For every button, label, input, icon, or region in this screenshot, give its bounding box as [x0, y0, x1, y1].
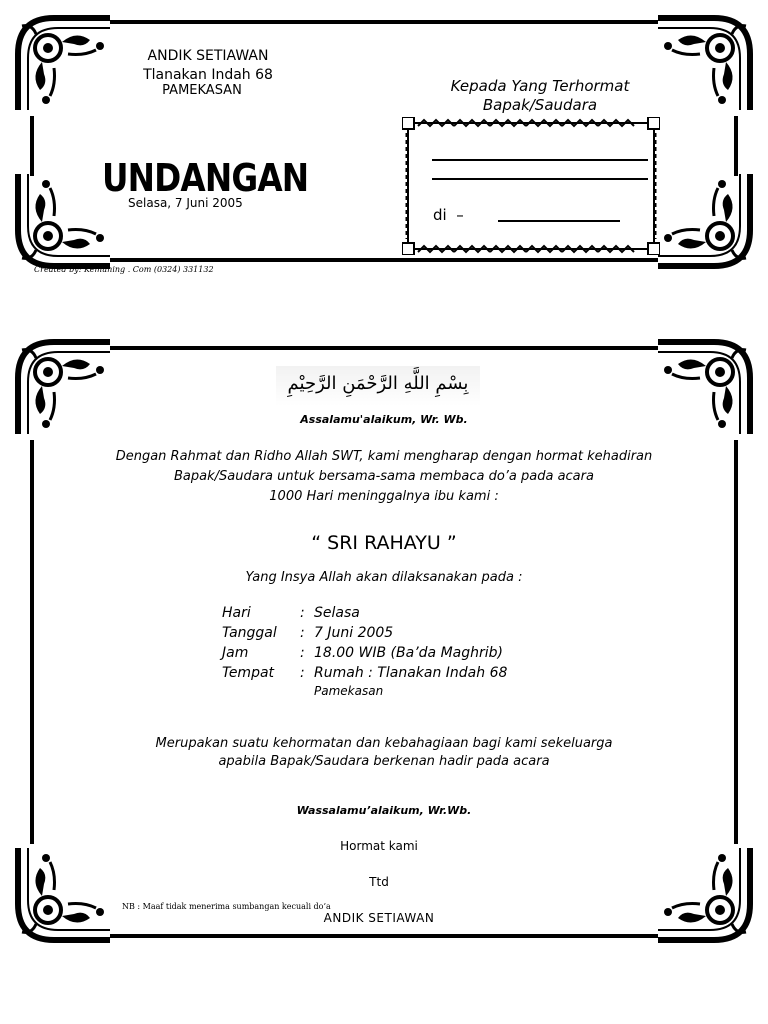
detail-colon: : [300, 625, 305, 641]
detail-value: 7 Juni 2005 [314, 625, 394, 641]
detail-row-tempat [222, 665, 507, 681]
place-line-2: Pamekasan [314, 684, 384, 698]
detail-label: Tempat [222, 665, 275, 681]
nb-note: NB : Maaf tidak menerima sumbangan kecuali do’a [122, 902, 331, 911]
recipient-title: Bapak/Saudara [482, 96, 598, 114]
top-right-corner-ornament [654, 14, 754, 114]
letter-top-border [110, 346, 658, 350]
detail-label: Hari [222, 605, 251, 621]
detail-value: 18.00 WIB (Ba’da Maghrib) [314, 645, 503, 661]
envelope-bottom-border [110, 258, 658, 262]
letter-bottom-border [110, 934, 658, 938]
detail-row-tanggal [222, 625, 393, 641]
detail-colon: : [300, 605, 305, 621]
address-line-1 [432, 159, 648, 161]
credit-line: Created by: Kemuning . Com (0324) 331132 [34, 265, 214, 274]
detail-row-hari [222, 605, 360, 621]
detail-label: Jam [222, 645, 249, 661]
closing-line-2: apabila Bapak/Saudara berkenan hadir pada acara [218, 754, 550, 769]
invitation-title: UNDANGAN [102, 156, 309, 200]
farewell: Wassalamu’alaikum, Wr.Wb. [296, 804, 472, 817]
detail-colon: : [300, 665, 305, 681]
sender-address: Tlanakan Indah 68 [143, 67, 273, 83]
intro-line-2: Bapak/Saudara untuk bersama-sama membaca do’a pada acara [174, 469, 594, 484]
address-frame-ornament [402, 117, 660, 255]
bottom-right-corner-ornament [654, 170, 754, 270]
detail-value: Selasa [314, 605, 360, 621]
address-line-2 [432, 178, 648, 180]
basmala-calligraphy: بِسْمِ اللَّهِ الرَّحْمَنِ الرَّحِيْمِ [287, 373, 469, 394]
letter-bottom-left-corner-ornament [14, 844, 114, 944]
invitation-date: Selasa, 7 Juni 2005 [128, 196, 243, 210]
greeting: Assalamu'alaikum, Wr. Wb. [300, 413, 468, 426]
top-left-corner-ornament [14, 14, 114, 114]
envelope-left-border [30, 116, 34, 176]
sender-name: ANDIK SETIAWAN [147, 48, 269, 64]
bottom-left-corner-ornament [14, 170, 114, 270]
respect-text: Hormat kami [340, 839, 418, 853]
sender-city: PAMEKASAN [162, 83, 242, 98]
detail-row-jam [222, 645, 503, 661]
intro-line-1: Dengan Rahmat dan Ridho Allah SWT, kami mengharap dengan hormat kehadiran [115, 449, 653, 464]
envelope-right-border [734, 116, 738, 176]
detail-label: Tanggal [222, 625, 277, 641]
letter-bottom-right-corner-ornament [654, 844, 754, 944]
recipient-di-label: di – [433, 206, 464, 224]
basmala-box [276, 366, 480, 406]
signature-ttd: Ttd [369, 875, 389, 889]
address-line-di [498, 220, 620, 222]
detail-colon: : [300, 645, 305, 661]
address-frame [402, 117, 660, 255]
intro-line-3: 1000 Hari meninggalnya ibu kami : [269, 489, 499, 504]
envelope-top-border [110, 20, 658, 24]
recipient-salutation: Kepada Yang Terhormat [450, 77, 630, 95]
closing-line-1: Merupakan suatu kehormatan dan kebahagiaan bagi kami sekeluarga [155, 736, 613, 751]
signer-name: ANDIK SETIAWAN [323, 911, 435, 925]
schedule-intro: Yang Insya Allah akan dilaksanakan pada : [245, 570, 523, 585]
detail-value: Rumah : Tlanakan Indah 68 [314, 665, 508, 681]
deceased-name: “ SRI RAHAYU ” [311, 532, 457, 554]
